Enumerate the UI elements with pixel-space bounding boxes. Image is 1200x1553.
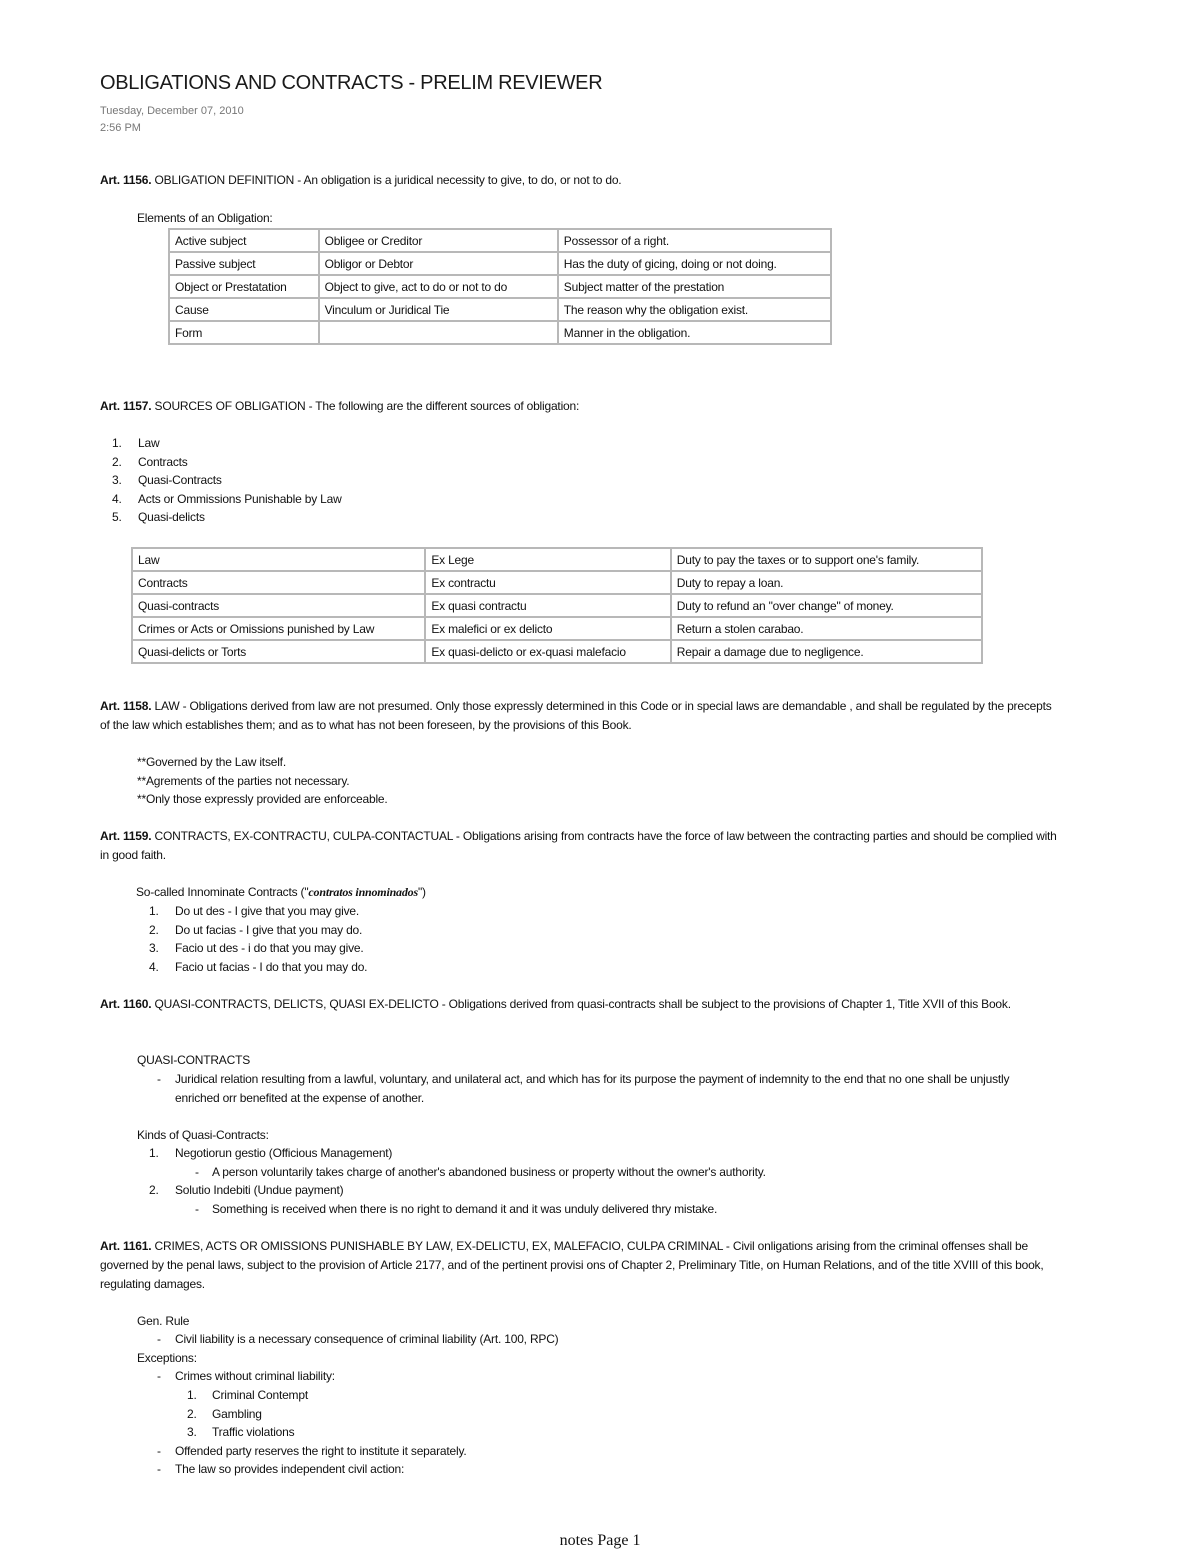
exception-subitem: 3. Traffic violations: [187, 1425, 295, 1439]
innominate-list: [137, 902, 367, 976]
article-number: Art. 1161.: [100, 1239, 152, 1253]
table-cell: Cause: [169, 298, 319, 321]
note-line: **Agrements of the parties not necessary.: [137, 774, 350, 788]
table-row: [169, 275, 831, 298]
exception-subitem: 2. Gambling: [187, 1407, 262, 1421]
table-cell: Duty to repay a loan.: [671, 571, 982, 594]
table-row: [169, 298, 831, 321]
list-item: 1. Do ut des - I give that you may give.: [149, 904, 360, 918]
table-cell: Crimes or Acts or Omissions punished by Law: [132, 617, 425, 640]
table-cell: Form: [169, 321, 319, 344]
note-line: **Governed by the Law itself.: [137, 755, 286, 769]
article-1161: [100, 1237, 1060, 1294]
article-text: - Civil onligations arising from the criminal offenses shall be governed by the penal laws, subject to the provision of Article 2177, and of the pertinent provisi ons of Chapter 2, Preliminary Title, on Human Relations, and of the title XVIII of this book, regulating damages.: [100, 1239, 1044, 1291]
table-cell: [319, 321, 558, 344]
table-cell: Subject matter of the prestation: [558, 275, 831, 298]
document-title: OBLIGATIONS AND CONTRACTS - PRELIM REVIEWER: [100, 72, 603, 94]
table-cell: Object to give, act to do or not to do: [319, 275, 558, 298]
exception-item: - Offended party reserves the right to institute it separately.: [157, 1444, 467, 1458]
table-row: [169, 252, 831, 275]
table-cell: Obligor or Debtor: [319, 252, 558, 275]
list-item: 1. Law: [112, 436, 160, 450]
list-item: 2. Contracts: [112, 454, 188, 469]
table-row: [132, 640, 982, 663]
table-cell: Ex contractu: [425, 571, 670, 594]
qc-definition: - Juridical relation resulting from a lawful, voluntary, and unilateral act, and which has for its purpose the payment of indemnity to the end that no one shall be unjustly enriched orr benefited at the expense of another.: [157, 1072, 1010, 1105]
article-1159: [100, 827, 1060, 865]
table-cell: Return a stolen carabao.: [671, 617, 982, 640]
article-text: - Obligations derived from law are not presumed. Only those expressly determined in this Code or in special laws are demandable , and shall be regulated by the precepts of the law which establishes them; and as to what has not been foreseen, by the provisions of this Book.: [100, 699, 1052, 732]
table-row: [132, 617, 982, 640]
exception-item: - Crimes without criminal liability:: [157, 1369, 335, 1383]
table-cell: Ex quasi-delicto or ex-quasi malefacio: [425, 640, 670, 663]
article-heading: LAW: [154, 699, 180, 713]
qc-label: QUASI-CONTRACTS: [137, 1053, 251, 1067]
list-item: 4. Acts or Ommissions Punishable by Law: [112, 491, 342, 506]
gen-rule-text: - Civil liability is a necessary consequence of criminal liability (Art. 100, RPC): [157, 1332, 559, 1346]
article-number: Art. 1160.: [100, 997, 152, 1011]
exception-subitem: 1. Criminal Contempt: [187, 1388, 308, 1402]
table-cell: Contracts: [132, 571, 425, 594]
kinds-label: Kinds of Quasi-Contracts:: [137, 1128, 269, 1142]
article-number: Art. 1157.: [100, 399, 152, 413]
article-1156: [100, 171, 1060, 190]
table-cell: Repair a damage due to negligence.: [671, 640, 982, 663]
table-row: [169, 321, 831, 344]
list-item: 3. Facio ut des - i do that you may give.: [149, 941, 364, 955]
note-line: **Only those expressly provided are enforceable.: [137, 792, 388, 806]
time-stamp: 2:56 PM: [100, 122, 141, 134]
table-cell: Quasi-delicts or Torts: [132, 640, 425, 663]
article-1157: [100, 397, 1060, 416]
sources-table: [131, 547, 983, 664]
innominate-label: So-called Innominate Contracts ("contratos innominados"): [136, 885, 426, 899]
table-row: [132, 594, 982, 617]
table-cell: Duty to pay the taxes or to support one's family.: [671, 548, 982, 571]
exceptions-label: Exceptions:: [137, 1351, 197, 1365]
page-footer: notes Page 1: [559, 1532, 641, 1549]
table-cell: Manner in the obligation.: [558, 321, 831, 344]
table-cell: The reason why the obligation exist.: [558, 298, 831, 321]
list-item: 3. Quasi-Contracts: [112, 473, 222, 487]
table-cell: Law: [132, 548, 425, 571]
list-item: 4. Facio ut facias - I do that you may do.: [149, 959, 368, 974]
elements-label: Elements of an Obligation:: [137, 211, 273, 225]
table-row: [169, 229, 831, 252]
table-cell: Possessor of a right.: [558, 229, 831, 252]
kind-definition: - Something is received when there is no right to demand it and it was unduly delivered thry mistake.: [195, 1202, 718, 1216]
list-item: 5. Quasi-delicts: [112, 510, 205, 524]
kind-item: 2. Solutio Indebiti (Undue payment): [149, 1183, 344, 1197]
exception-item: - The law so provides independent civil action:: [157, 1462, 405, 1476]
table-row: [132, 571, 982, 594]
table-cell: Ex Lege: [425, 548, 670, 571]
article-heading: CRIMES, ACTS OR OMISSIONS PUNISHABLE BY LAW, EX-DELICTU, EX, MALEFACIO, CULPA CRIMINAL: [154, 1239, 723, 1253]
article-text: - An obligation is a juridical necessity to give, to do, or not to do.: [294, 173, 622, 187]
kind-item: 1. Negotiorun gestio (Officious Management): [149, 1146, 393, 1160]
article-number: Art. 1156.: [100, 173, 152, 187]
table-row: [132, 548, 982, 571]
date-stamp: Tuesday, December 07, 2010: [100, 105, 244, 117]
table-cell: Passive subject: [169, 252, 319, 275]
gen-rule-label: Gen. Rule: [137, 1314, 190, 1328]
article-heading: OBLIGATION DEFINITION: [154, 173, 295, 187]
elements-table: [168, 228, 832, 345]
article-number: Art. 1158.: [100, 699, 152, 713]
table-cell: Ex quasi contractu: [425, 594, 670, 617]
kind-definition: - A person voluntarily takes charge of another's abandoned business or property without the owner's authority.: [195, 1165, 766, 1179]
article-text: - Obligations arising from contracts have the force of law between the contracting parties and should be complied with in good faith.: [100, 829, 1057, 862]
article-number: Art. 1159.: [100, 829, 152, 843]
article-heading: SOURCES OF OBLIGATION: [154, 399, 306, 413]
article-text: - Obligations derived from quasi-contracts shall be subject to the provisions of Chapter 1, Title XVII of this Book.: [438, 997, 1011, 1011]
table-cell: Quasi-contracts: [132, 594, 425, 617]
article-heading: QUASI-CONTRACTS, DELICTS, QUASI EX-DELICTO: [154, 997, 439, 1011]
table-cell: Ex malefici or ex delicto: [425, 617, 670, 640]
table-cell: Has the duty of gicing, doing or not doing.: [558, 252, 831, 275]
dash-marker: -: [157, 1072, 161, 1086]
table-cell: Duty to refund an "over change" of money.: [671, 594, 982, 617]
table-cell: Obligee or Creditor: [319, 229, 558, 252]
article-heading: CONTRACTS, EX-CONTRACTU, CULPA-CONTACTUAL: [154, 829, 453, 843]
article-1158: [100, 697, 1060, 735]
table-cell: Active subject: [169, 229, 319, 252]
latin-term: contratos innominados: [308, 885, 418, 899]
article-text: - The following are the different sources of obligation:: [305, 399, 580, 413]
article-1160: [100, 995, 1060, 1014]
sources-list: [100, 434, 342, 527]
table-cell: Vinculum or Juridical Tie: [319, 298, 558, 321]
list-item: 2. Do ut facias - I give that you may do.: [149, 922, 363, 937]
table-cell: Object or Prestatation: [169, 275, 319, 298]
